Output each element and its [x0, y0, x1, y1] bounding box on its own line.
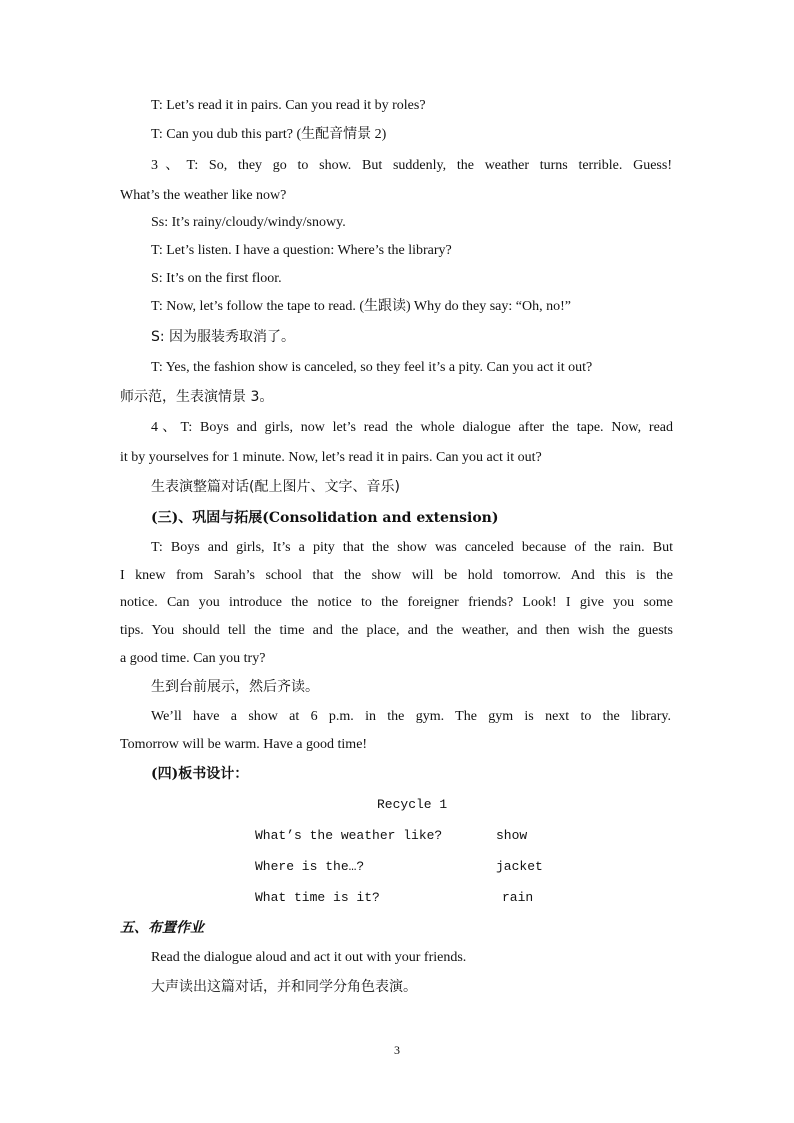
section-heading: (四)板书设计： — [151, 766, 249, 782]
text-line: 3、T: So, they go to show. But suddenly, the weather turns terrible. Guess! — [151, 158, 672, 173]
text-line: T: Now, let’s follow the tape to read. (生跟读) Why do they say: “Oh, no!” — [151, 299, 571, 314]
section-heading: 五、布置作业 — [120, 920, 204, 936]
page-number: 3 — [394, 1043, 400, 1057]
text-line: T: Can you dub this part? (生配音情景 2) — [151, 127, 387, 142]
text-line: We’ll have a show at 6 p.m. in the gym. The gym is next to the library. — [151, 709, 671, 724]
text-line: 4、T: Boys and girls, now let’s read the whole dialogue after the tape. Now, read — [151, 420, 673, 435]
text-line: tips. You should tell the time and the place, and the weather, and then wish the guests — [120, 623, 673, 638]
text-line: T: Let’s listen. I have a question: Where’s the library? — [151, 243, 452, 258]
text-line: it by yourselves for 1 minute. Now, let’s read it in pairs. Can you act it out? — [120, 450, 542, 465]
board-question: What time is it? — [255, 890, 380, 905]
board-word: show — [496, 828, 528, 843]
text-line: 生表演整篇对话(配上图片、文字、音乐) — [151, 479, 400, 495]
text-line: 大声读出这篇对话，并和同学分角色表演。 — [151, 979, 417, 995]
section-heading: (三)、巩固与拓展(Consolidation and extension) — [151, 510, 499, 526]
text-line: I knew from Sarah’s school that the show will be hold tomorrow. And this is the — [120, 568, 673, 583]
board-title: Recycle 1 — [377, 797, 448, 812]
board-question: Where is the…? — [255, 859, 365, 874]
text-line: Read the dialogue aloud and act it out with your friends. — [151, 950, 467, 965]
text-line: T: Yes, the fashion show is canceled, so they feel it’s a pity. Can you act it out? — [151, 360, 593, 375]
text-line: S: It’s on the first floor. — [151, 271, 282, 286]
board-word: jacket — [496, 859, 543, 874]
text-line: Tomorrow will be warm. Have a good time! — [120, 737, 368, 752]
text-line: a good time. Can you try? — [120, 651, 266, 666]
board-question: What’s the weather like? — [255, 828, 443, 843]
text-line: 生到台前展示，然后齐读。 — [151, 679, 319, 695]
text-line: 师示范，生表演情景 3。 — [120, 389, 274, 405]
text-line: Ss: It’s rainy/cloudy/windy/snowy. — [151, 215, 346, 230]
text-line: notice. Can you introduce the notice to the foreigner friends? Look! I give you some — [120, 595, 673, 610]
text-line: T: Boys and girls, It’s a pity that the show was canceled because of the rain. But — [151, 540, 673, 555]
text-line: T: Let’s read it in pairs. Can you read it by roles? — [151, 98, 426, 113]
board-word: rain — [502, 890, 534, 905]
text-line: S: 因为服装秀取消了。 — [151, 329, 296, 345]
text-line: What’s the weather like now? — [120, 188, 287, 203]
